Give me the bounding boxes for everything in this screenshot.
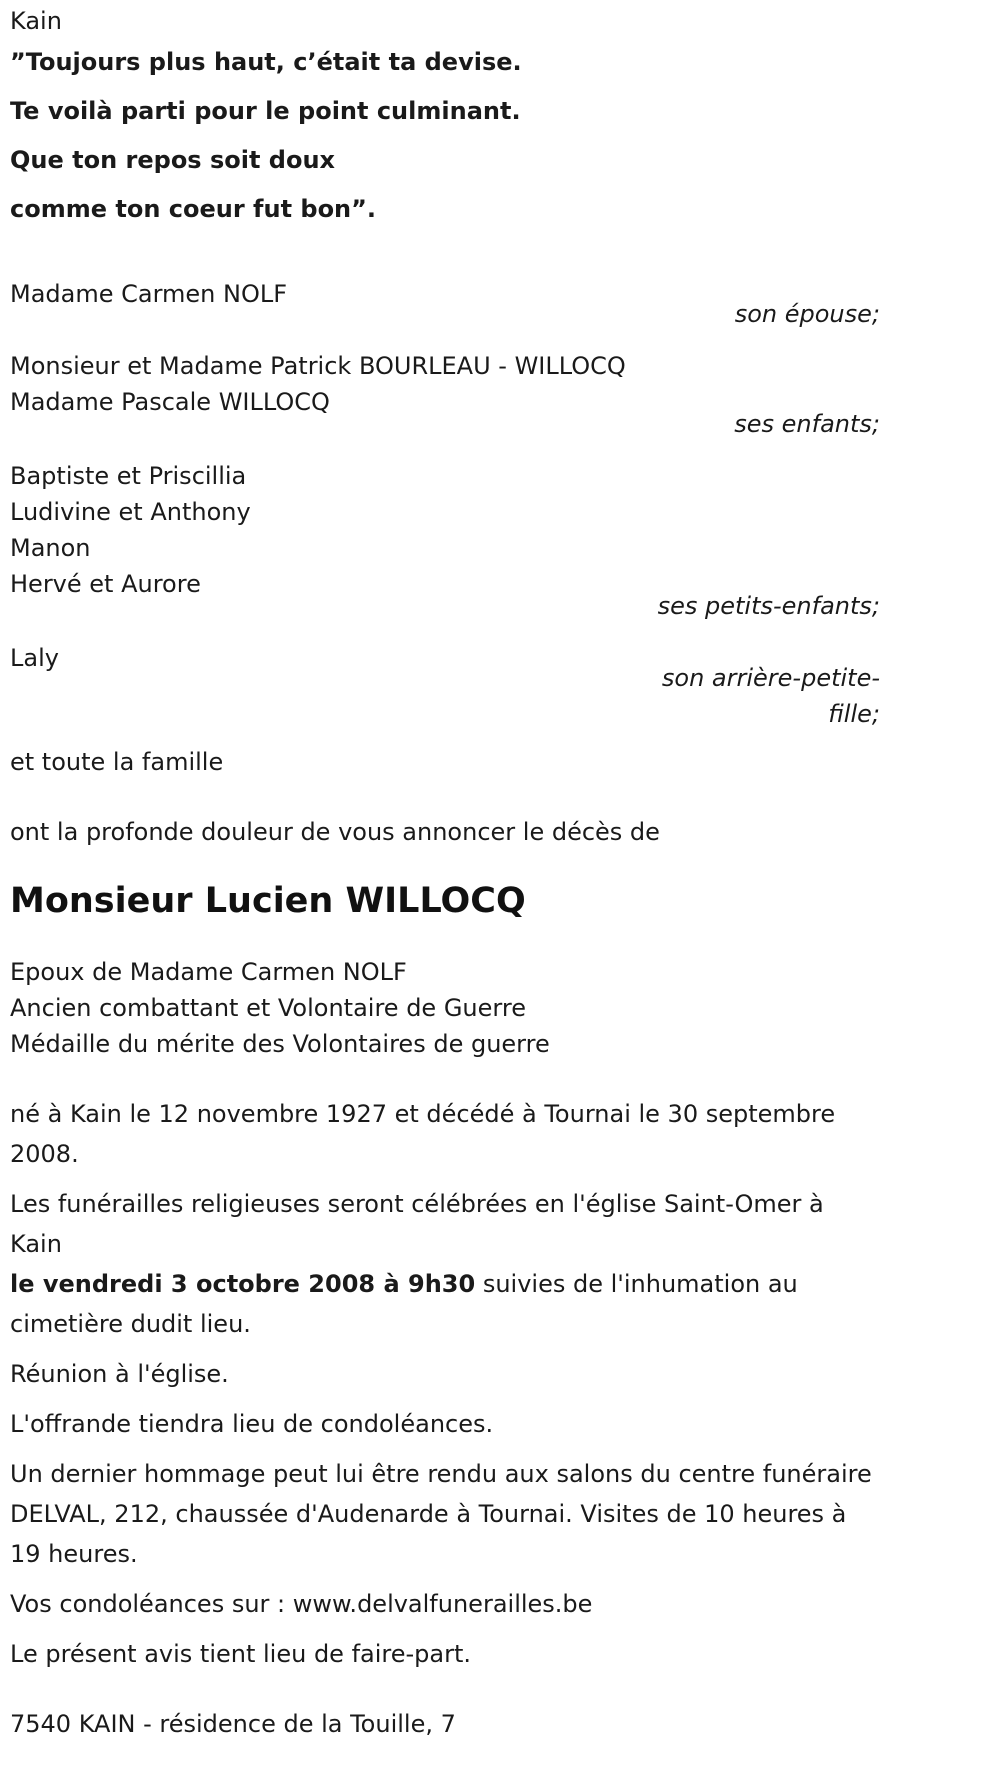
funeral-date: le vendredi 3 octobre 2008 à 9h30: [10, 1270, 476, 1298]
family-role: fille;: [828, 700, 880, 728]
family-name: Laly: [10, 644, 59, 672]
notice-text: Le présent avis tient lieu de faire-part.: [10, 1640, 472, 1668]
family-role: ses petits-enfants;: [657, 592, 880, 620]
quote-line: Te voilà parti pour le point culminant.: [10, 97, 521, 125]
family-name: Monsieur et Madame Patrick BOURLEAU - WILLOCQ: [10, 352, 626, 380]
funeral-outro: suivies de l'inhumation au cimetière dudit lieu.: [10, 1270, 798, 1338]
family-name: Manon: [10, 534, 91, 562]
quote-line: comme ton coeur fut bon”.: [10, 195, 377, 223]
family-role: son épouse;: [734, 300, 880, 328]
offering-text: L'offrande tiendra lieu de condoléances.: [10, 1410, 494, 1438]
family-spouse: [10, 274, 880, 334]
family-role: ses enfants;: [734, 410, 880, 438]
family-name: Madame Carmen NOLF: [10, 280, 288, 308]
obituary-notice: [10, 0, 880, 1744]
family-name: Madame Pascale WILLOCQ: [10, 388, 330, 416]
meeting-text: Réunion à l'église.: [10, 1360, 229, 1388]
family-role: son arrière-petite-: [661, 664, 880, 692]
announcement-text: ont la profonde douleur de vous annoncer le décès de: [10, 818, 660, 846]
ceremony-info: [10, 1094, 880, 1674]
condolences-text: Vos condoléances sur : www.delvalfunerailles.be: [10, 1590, 593, 1618]
tribute-text: Un dernier hommage peut lui être rendu aux salons du centre funéraire DELVAL, 212, chaussée d'Audenarde à Tournai. Visites de 10 heures à 19 heures.: [10, 1460, 872, 1568]
place-name: Kain: [10, 7, 62, 35]
birth-death-text: né à Kain le 12 novembre 1927 et décédé à Tournai le 30 septembre 2008.: [10, 1100, 836, 1168]
family-name: Ludivine et Anthony: [10, 498, 251, 526]
home-address: 7540 KAIN - résidence de la Touille, 7: [10, 1710, 456, 1738]
quote-block: [10, 38, 880, 234]
deceased-detail: Ancien combattant et Volontaire de Guerre: [10, 994, 526, 1022]
funeral-text: [10, 1184, 880, 1344]
family-name: Hervé et Aurore: [10, 570, 201, 598]
family-name: Baptiste et Priscillia: [10, 462, 247, 490]
deceased-detail: Epoux de Madame Carmen NOLF: [10, 958, 407, 986]
quote-line: ”Toujours plus haut, c’était ta devise.: [10, 48, 522, 76]
family-children: [10, 346, 880, 444]
family-great-grandchild: [10, 638, 880, 734]
family-grandchildren: [10, 456, 880, 626]
funeral-intro: Les funérailles religieuses seront célébrées en l'église Saint-Omer à Kain: [10, 1190, 824, 1258]
deceased-details: [10, 952, 880, 1064]
family-others: et toute la famille: [10, 748, 224, 776]
quote-line: Que ton repos soit doux: [10, 146, 336, 174]
deceased-detail: Médaille du mérite des Volontaires de guerre: [10, 1030, 550, 1058]
deceased-name: Monsieur Lucien WILLOCQ: [10, 881, 526, 921]
